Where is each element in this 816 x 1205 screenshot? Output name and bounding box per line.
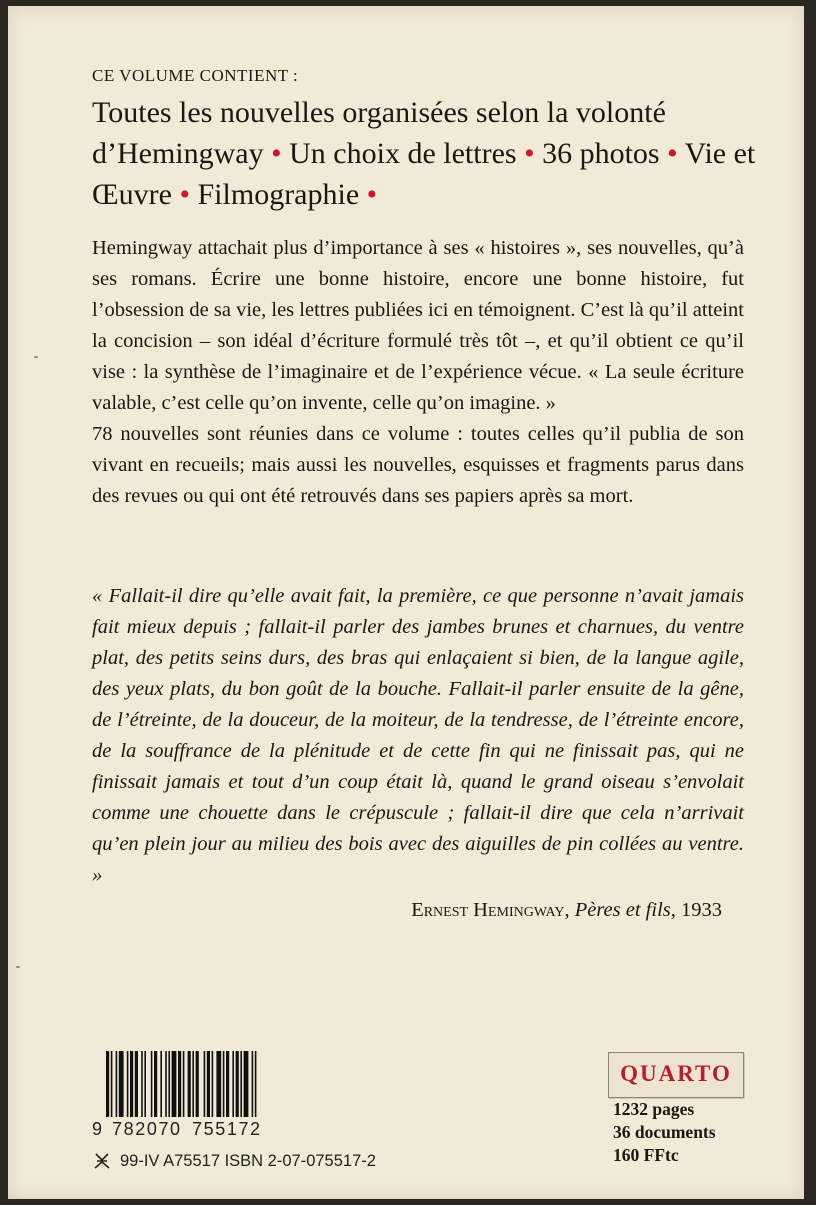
description-paragraph: 78 nouvelles sont réunies dans ce volume : toutes celles qu’il publia de son vivant en recueils; mais aussi les nouvelles, esquisses et fragments parus dans des revues ou qui ont été retrouvés dans ses papiers après sa mort. <box>92 423 744 507</box>
contents-item: 36 photos <box>542 137 660 170</box>
publisher-logo-icon <box>92 1151 112 1176</box>
document-count: 36 documents <box>613 1122 716 1142</box>
volume-stats <box>613 1098 716 1167</box>
contents-item: Filmographie <box>197 178 360 211</box>
paper-speck <box>34 356 38 358</box>
quote-attribution: Ernest Hemingway, Pères et fils, 1933 <box>411 899 722 921</box>
bullet-separator: • <box>179 178 190 211</box>
back-cover <box>8 6 804 1199</box>
quote-text: « Fallait-il dire qu’elle avait fait, la première, ce que personne n’avait jamais fait mieux depuis ; fallait-il parler des jambes brunes et charnues, du ventre plat, des petits seins durs, des bras qui enlaçaient si bien, de la langue agile, des yeux plats, du bon goût de la bouche. Fallait-il parler ensuite de la gêne, de l’étreinte, de la douceur, de la moiteur, de la tendresse, de l’étreinte encore, de la souffrance de la plénitude et de cette fin qui ne finissait pas, qui ne finissait jamais et tout d’un coup était là, quand le grand oiseau s’envolait comme une chouette dans le crépuscule ; fallait-il dire que cela n’arrivait qu’en plein jour au milieu des bois avec des aiguilles de pin collées au ventre. » <box>92 585 744 886</box>
work-year: 1933 <box>681 899 722 921</box>
barcode-digit-first: 9 <box>92 1119 103 1139</box>
price: 160 FFtc <box>613 1145 679 1165</box>
contents-item: Vie et Œuvre <box>92 137 756 211</box>
contents-item: Toutes les nouvelles organisées selon la volonté d’Hemingway <box>92 96 666 170</box>
contents-item: Un choix de lettres <box>289 137 517 170</box>
author-name: Ernest Hemingway <box>411 899 565 921</box>
contents-list <box>92 92 772 215</box>
work-title: Pères et fils <box>574 899 671 921</box>
description-paragraph: Hemingway attachait plus d’importance à ses « histoires », ses nouvelles, qu’à ses romans. Écrire une bonne histoire, encore une bonne histoire, fut l’obsession de sa vie, les lettres publiées ici en témoignent. C’est là qu’il atteint la concision – son idéal d’écriture formulé très tôt –, et qu’il obtient ce qu’il vise : la synthèse de l’imaginaire et de l’expérience vécue. « La seule écriture valable, c’est celle qu’on invente, celle qu’on imagine. » <box>92 237 744 414</box>
description <box>92 233 744 512</box>
series-label-box <box>608 1052 744 1098</box>
bullet-separator: • <box>667 137 678 170</box>
isbn-text: 99-IV A75517 ISBN 2-07-075517-2 <box>120 1152 376 1170</box>
isbn-line <box>92 1151 376 1176</box>
series-name: QUARTO <box>620 1061 732 1086</box>
barcode-digits-right: 755172 <box>192 1119 262 1139</box>
barcode-bars <box>106 1051 276 1117</box>
bullet-separator: • <box>366 178 378 211</box>
bullet-separator: • <box>524 137 535 170</box>
page-count: 1232 pages <box>613 1099 695 1119</box>
barcode-block <box>92 1051 376 1181</box>
barcode-digits-left: 782070 <box>112 1119 182 1139</box>
paper-speck <box>16 966 20 968</box>
section-label: CE VOLUME CONTIENT : <box>92 66 299 85</box>
bullet-separator: • <box>271 137 282 170</box>
